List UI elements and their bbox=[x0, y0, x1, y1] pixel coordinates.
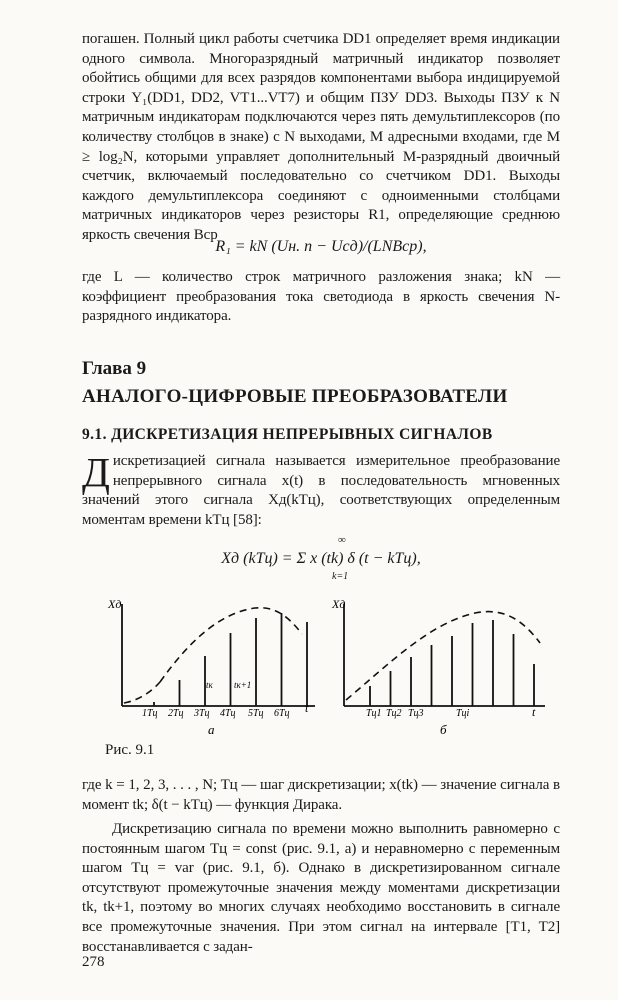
left-tick-label-3: 3Tц bbox=[194, 708, 210, 719]
left-tick-label-6: 6Tц bbox=[274, 708, 290, 719]
figure-caption: Рис. 9.1 bbox=[105, 742, 155, 758]
paragraph-4: где k = 1, 2, 3, . . . , N; Tц — шаг дискретизации; x(tk) — значение сигнала в момент tk; δ(t − kTц) — функция Дирака. bbox=[82, 777, 560, 813]
paragraph-1: погашен. Полный цикл работы счетчика DD1 определяет время индикации одного символа. Многоразрядный матричный индикатор позволяет обойтись общими для всех разрядов компонентами выбора индицируемой строки Y₁(DD1, DD2, VT1...VT7) и общим ПЗУ DD3. Выходы ПЗУ к N матричным индикаторам подключаются через пять демультиплексоров (по количеству столбцов в знаке) с N выходами, M адресными входами, где M ≥ log₂N, которыми управляет дополнительный M-разрядный двоичный счетчик, включаемый последовательно со счетчиком DD1. Выходы каждого демультиплексора соединяют с одноименными столбцами матричных индикаторов через резисторы R1, определяющие среднюю яркость свечения Bср bbox=[82, 31, 560, 243]
formula-xd-text: Xд (kTц) = Σ x (tk) δ (t − kTц), bbox=[221, 550, 421, 567]
sum-lower-limit: k=1 bbox=[332, 571, 349, 582]
formula-xd bbox=[82, 534, 560, 590]
left-tick-label-2: 2Tц bbox=[168, 708, 184, 719]
right-tick-label-4: Tцi bbox=[456, 708, 470, 719]
left-signal-curve-lower bbox=[124, 682, 160, 703]
right-y-label: Xд bbox=[332, 597, 346, 611]
left-x-label: t bbox=[305, 701, 309, 715]
left-sub-label: а bbox=[208, 722, 215, 737]
section-title: 9.1. ДИСКРЕТИЗАЦИЯ НЕПРЕРЫВНЫХ СИГНАЛОВ bbox=[82, 426, 493, 443]
paragraph-5: Дискретизацию сигнала по времени можно выполнить равномерно с постоянным шагом Tц = const (рис. 9.1, а) и неравномерно с переменным шагом Tц = var (рис. 9.1, б). Однако в дискретизированном сигнале отсутствуют промежуточные значения между моментами дискретизации tk, tk+1, поэтому во многих случаях необходимо восстановить в сигнале все промежуточные значения. При этом сигнал на интервале [T1, T2] восстанавливается с задан- bbox=[82, 821, 560, 955]
left-tick-label-5: 5Tц bbox=[248, 708, 264, 719]
right-sample-lines bbox=[370, 620, 534, 706]
left-inner-label-tk: tк bbox=[206, 680, 213, 690]
right-x-label: t bbox=[532, 705, 536, 719]
paragraph-2: где L — количество строк матричного разложения знака; kN — коэффициент преобразования тока светодиода в яркость свечения N-разрядного индикатора. bbox=[82, 269, 560, 325]
left-tick-label-4: 4Tц bbox=[220, 708, 236, 719]
chapter-label: Глава 9 bbox=[82, 358, 147, 379]
page-number: 278 bbox=[82, 954, 105, 970]
right-tick-label-1: Tц1 bbox=[366, 708, 382, 719]
right-sub-label: б bbox=[440, 722, 447, 737]
right-tick-label-3: Tц3 bbox=[408, 708, 424, 719]
figure-left bbox=[107, 597, 315, 737]
sum-upper-limit: ∞ bbox=[338, 534, 346, 546]
chapter-title: АНАЛОГО-ЦИФРОВЫЕ ПРЕОБРАЗОВАТЕЛИ bbox=[82, 386, 508, 407]
drop-cap: Д bbox=[82, 449, 110, 495]
paragraph-3-text: искретизацией сигнала называется измерительное преобразование непрерывного сигнала x(t) в последовательность мгновенных значений этого сигнала Xд(kTц), соответствующих определенным моментам времени kTц [58]: bbox=[82, 453, 560, 528]
left-inner-label-tk1: tк+1 bbox=[234, 680, 252, 690]
paragraph-3 bbox=[82, 449, 560, 530]
left-y-label: Xд bbox=[108, 597, 122, 611]
figure-9-1 bbox=[100, 588, 560, 738]
left-tick-label-1: 1Tц bbox=[142, 708, 158, 719]
formula-r1: R₁ = kN (Uн. п − Uсд)/(LNBср), bbox=[215, 238, 427, 255]
figure-right bbox=[331, 597, 545, 737]
right-signal-curve bbox=[346, 612, 540, 700]
right-tick-label-2: Tц2 bbox=[386, 708, 402, 719]
